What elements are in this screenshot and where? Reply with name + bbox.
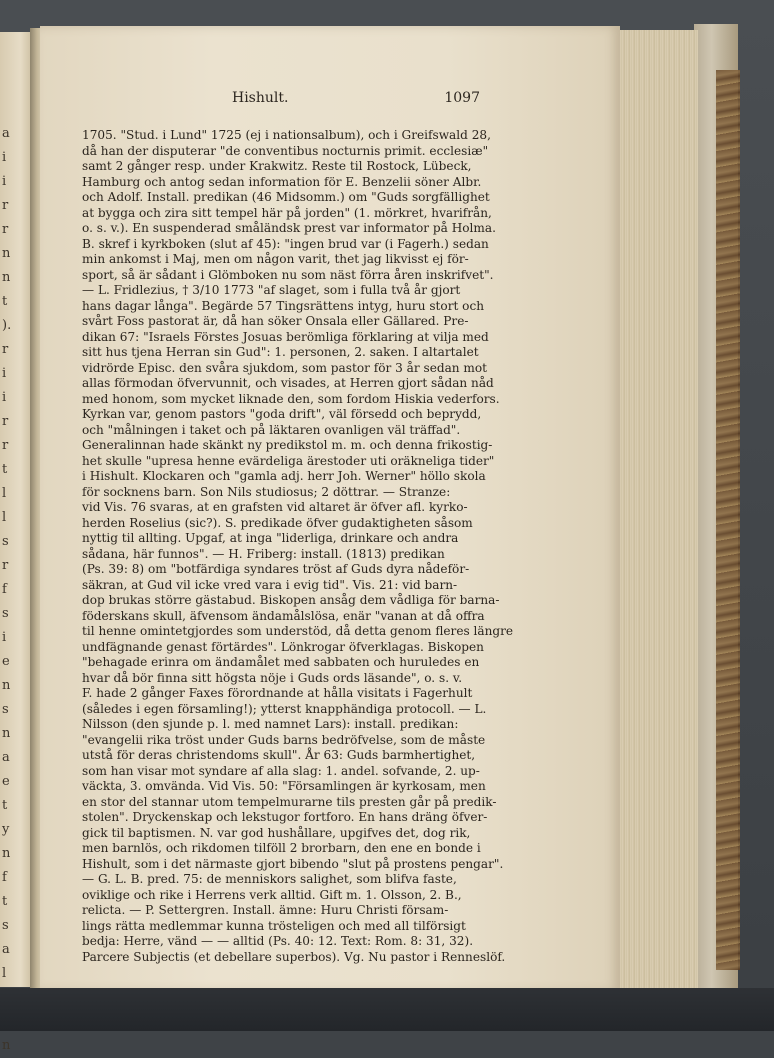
margin-letter: r	[2, 438, 9, 453]
text-line: som han visar mot syndare af alla slag: 1. andel. sofvande, 2. up-	[82, 763, 480, 778]
text-line: — G. L. B. pred. 75: de menniskors salighet, som blifva faste,	[82, 872, 457, 886]
text-line: B. skref i kyrkboken (slut af 45): "ingen brud var (i Fagerh.) sedan	[82, 236, 489, 251]
margin-letter: l	[2, 486, 7, 501]
text-line: "behagade erinra om ändamålet med sabbaten och huruledes en	[82, 655, 480, 669]
text-line: relicta. — P. Settergren. Install. ämne: Huru Christi försam-	[82, 903, 449, 917]
margin-letter: n	[2, 846, 11, 861]
marbled-edge	[716, 70, 740, 970]
text-line: hvar då bör finna sitt högsta nöje i Guds ords läsande", o. s. v.	[82, 670, 463, 685]
running-header	[100, 90, 480, 114]
margin-letter: r	[2, 342, 9, 357]
text-line: vidrörde Episc. den svåra sjukdom, som pastor för 3 år sedan mot	[82, 360, 488, 375]
page-header-title: Hishult.	[232, 90, 289, 106]
text-line: (således i egen församling!); ytterst knapphändiga protocoll. — L.	[82, 701, 487, 716]
text-line: "evangelii rika tröst under Guds barns bedröfvelse, som de måste	[82, 732, 486, 747]
text-line: sitt hus tjena Herran sin Gud": 1. personen, 2. saken. I altartalet	[82, 345, 479, 359]
text-line: bedja: Herre, vänd — — alltid (Ps. 40: 12. Text: Rom. 8: 31, 32).	[82, 934, 474, 948]
text-line: Kyrkan var, genom pastors "goda drift", väl försedd och beprydd,	[82, 407, 482, 421]
text-line: för socknens barn. Son Nils studiosus; 2 döttrar. — Stranze:	[82, 484, 451, 499]
text-line: oviklige och rike i Herrens verk alltid. Gift m. 1. Olsson, 2. B.,	[82, 887, 462, 902]
margin-letter: s	[2, 918, 9, 933]
text-line: och "målningen i taket och på läktaren ovanligen väl träffad".	[82, 422, 461, 437]
margin-letter: t	[2, 894, 8, 909]
margin-letter: r	[2, 558, 9, 573]
margin-letter: i	[2, 630, 7, 645]
text-line: vid Vis. 76 svaras, at en grafsten vid altaret är öfver afl. kyrko-	[82, 500, 468, 514]
margin-letter: f	[2, 582, 7, 597]
margin-letter: l	[2, 966, 7, 981]
margin-letter: i	[2, 174, 7, 189]
text-line: dop brukas större gästabud. Biskopen ansåg dem vådliga för barna-	[82, 593, 500, 607]
text-line: Parcere Subjectis (et debellare superbos). Vg. Nu pastor i Renneslöf.	[82, 949, 506, 964]
margin-letter: n	[2, 678, 11, 693]
text-line: lings rätta medlemmar kunna trösteligen och med all tilförsigt	[82, 918, 466, 933]
text-line: samt 2 gånger resp. under Krakwitz. Reste til Rostock, Lübeck,	[82, 159, 472, 173]
text-line: Hamburg och antog sedan information för E. Benzelii söner Albr.	[82, 174, 482, 189]
margin-letter: t	[2, 462, 8, 477]
text-line: nyttig til allting. Upgaf, at inga "liderliga, drinkare och andra	[82, 531, 459, 545]
text-line: föderskans skull, äfvensom ändamålslösa, enär "vanan at då offra	[82, 608, 485, 623]
left-page-margin-letters	[2, 122, 18, 1058]
margin-letter: e	[2, 774, 10, 789]
text-line: min ankomst i Maj, men om någon varit, thet jag likvisst ej för-	[82, 252, 469, 266]
text-line: herden Roselius (sic?). S. predikade öfver gudaktigheten såsom	[82, 515, 473, 530]
text-line: och Adolf. Install. predikan (46 Midsomm.) om "Guds sorgfällighet	[82, 190, 490, 204]
left-page-edge	[0, 32, 34, 1053]
text-line: med honom, som mycket liknade den, som fordom Hiskia vederfors.	[82, 391, 500, 406]
text-line: en stor del stannar utom tempelmurarne tils presten går på predik-	[82, 794, 497, 809]
text-line: då han der disputerar "de conventibus nocturnis primit. ecclesiæ"	[82, 143, 489, 158]
text-line: Generalinnan hade skänkt ny predikstol m. m. och denna frikostig-	[82, 438, 493, 452]
text-line: utstå för deras christendoms skull". År 63: Guds barmhertighet,	[82, 748, 476, 762]
margin-letter: r	[2, 222, 9, 237]
text-line: stolen". Dryckenskap och lekstugor fortforo. En hans dräng öfver-	[82, 810, 488, 824]
text-line: hans dagar långa". Begärde 57 Tingsrättens intyg, huru stort och	[82, 298, 485, 313]
margin-letter: n	[2, 270, 11, 285]
margin-letter: a	[2, 750, 10, 765]
text-line: gick til baptismen. N. var god hushållare, upgifves det, dog rik,	[82, 825, 471, 840]
margin-letter: t	[2, 294, 8, 309]
text-line: sådana, här funnos". — H. Friberg: install. (1813) predikan	[82, 546, 445, 561]
margin-letter: i	[2, 390, 7, 405]
margin-letter: s	[2, 606, 9, 621]
margin-letter: f	[2, 870, 7, 885]
margin-letter: l	[2, 510, 7, 525]
text-line: (Ps. 39: 8) om "botfärdiga syndares tröst af Guds dyra nådeför-	[82, 562, 470, 576]
text-line: til henne omintetgjordes som understöd, då detta genom fleres längre	[82, 624, 514, 638]
text-line: 1705. "Stud. i Lund" 1725 (ej i nationsalbum), och i Greifswald 28,	[82, 128, 491, 142]
text-line: het skulle "upresa henne evärdeliga ärestoder uti oräkneliga tider"	[82, 453, 495, 468]
text-line: undfägnande genast förtärdes". Lönkrogar öfverklagas. Biskopen	[82, 639, 484, 654]
text-line: men barnlös, och rikdomen tilföll 2 brorbarn, den ene en bonde i	[82, 841, 481, 855]
margin-letter: n	[2, 246, 11, 261]
text-line: at bygga och zira sitt tempel här på jorden" (1. mörkret, hvarifrån,	[82, 205, 492, 220]
text-line: i Hishult. Klockaren och "gamla adj. herr Joh. Werner" höllo skola	[82, 469, 486, 483]
margin-letter: e	[2, 654, 10, 669]
margin-letter: a	[2, 126, 10, 141]
text-line: o. s. v.). En suspenderad småländsk prest var informator på Holma.	[82, 221, 496, 235]
text-line: sport, så är sådant i Glömboken nu som näst förra åren inskrifvet".	[82, 267, 494, 282]
margin-letter: s	[2, 534, 9, 549]
text-line: säkran, at Gud vil icke vred vara i evig tid". Vis. 21: vid barn-	[82, 577, 458, 592]
text-line: Hishult, som i det närmaste gjort bibendo "slut på prostens pengar".	[82, 856, 504, 871]
margin-letter: ).	[2, 318, 12, 333]
margin-letter: r	[2, 198, 9, 213]
text-line: F. hade 2 gånger Faxes förordnande at hålla visitats i Fagerhult	[82, 686, 473, 700]
margin-letter: n	[2, 726, 11, 741]
margin-letter: y	[2, 822, 10, 837]
text-line: dikan 67: "Israels Förstes Josuas berömliga förklaring at vilja med	[82, 329, 489, 344]
margin-letter: a	[2, 942, 10, 957]
text-line: Nilsson (den sjunde p. l. med namnet Lars): install. predikan:	[82, 717, 459, 731]
margin-letter: s	[2, 702, 9, 717]
text-line: svårt Foss pastorat är, då han söker Onsala eller Gällared. Pre-	[82, 314, 469, 328]
margin-letter: r	[2, 414, 9, 429]
table-bottom	[0, 988, 774, 1031]
text-line: väckta, 3. omvända. Vid Vis. 50: "Församlingen är kyrkosam, men	[82, 779, 486, 793]
margin-letter: n	[2, 1038, 11, 1053]
margin-letter: t	[2, 798, 8, 813]
margin-letter: i	[2, 150, 7, 165]
text-line: — L. Fridlezius, † 3/10 1773 "af slaget, som i fulla två år gjort	[82, 283, 461, 297]
margin-letter: i	[2, 366, 7, 381]
body-text	[82, 128, 514, 965]
text-line: allas förmodan öfvervunnit, och visades, at Herren gjort sådan nåd	[82, 376, 494, 390]
page-number: 1097	[444, 90, 480, 106]
